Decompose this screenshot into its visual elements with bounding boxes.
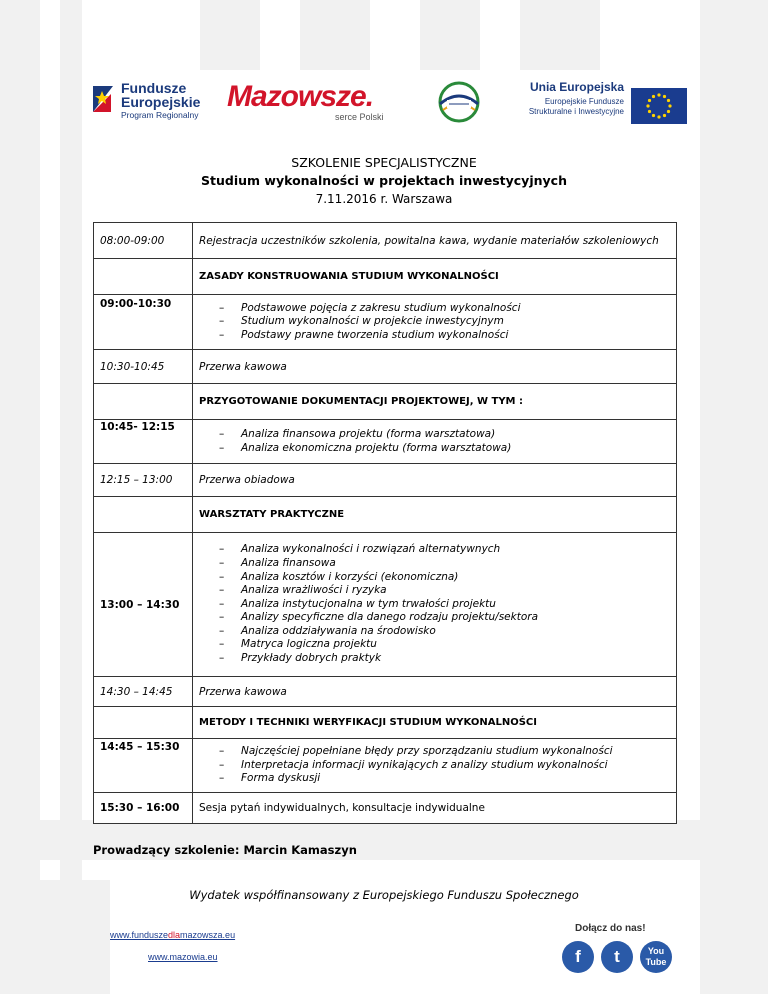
agenda-section-cell (193, 707, 677, 739)
topic-list (199, 745, 670, 786)
document-subtitle: Studium wykonalności w projektach inwestycyjnych (201, 173, 567, 188)
agenda-description: Sesja pytań indywidualnych, konsultacje indywidualne (193, 793, 677, 824)
trainer-name: Prowadzący szkolenie: Marcin Kamaszyn (93, 843, 357, 857)
agenda-row (94, 464, 677, 497)
link-part-highlight: dla (168, 930, 181, 940)
agenda-row (94, 350, 677, 384)
agenda-description: Rejestracja uczestników szkolenia, powitalna kawa, wydanie materiałów szkoleniowych (193, 223, 677, 259)
eu-logo-title: Unia Europejska (529, 80, 624, 94)
agenda-row (94, 295, 677, 350)
list-item: – Analiza oddziaływania na środowisko (219, 625, 670, 639)
list-item: – Studium wykonalności w projekcie inwestycyjnym (219, 315, 670, 329)
agenda-time: 10:45- 12:15 (94, 420, 193, 464)
agenda-row (94, 384, 677, 420)
logo-strip (85, 78, 685, 126)
agenda-time: 13:00 – 14:30 (94, 533, 193, 677)
section-heading: METODY I TECHNIKI WERYFIKACJI STUDIUM WYKONALNOŚCI (199, 717, 537, 728)
agenda-description (193, 295, 677, 350)
agenda-time: 15:30 – 16:00 (94, 793, 193, 824)
list-item: – Analiza finansowa (219, 557, 670, 571)
list-item: – Interpretacja informacji wynikających z analizy studium wykonalności (219, 759, 670, 773)
agenda-row (94, 793, 677, 824)
agenda-time: 10:30-10:45 (94, 350, 193, 384)
list-item: – Najczęściej popełniane błędy przy sporządzaniu studium wykonalności (219, 745, 670, 759)
list-item: – Podstawowe pojęcia z zakresu studium wykonalności (219, 302, 670, 316)
list-item: – Analiza ekonomiczna projektu (forma warsztatowa) (219, 442, 670, 456)
agenda-row (94, 677, 677, 707)
regional-agency-logo (419, 80, 499, 124)
section-heading: PRZYGOTOWANIE DOKUMENTACJI PROJEKTOWEJ, W TYM : (199, 396, 523, 407)
agenda-description (193, 420, 677, 464)
agenda-time-empty (94, 384, 193, 420)
eu-logo-sub1: Europejskie Fundusze (544, 97, 624, 106)
agenda-time: 09:00-10:30 (94, 295, 193, 350)
agenda-description (193, 739, 677, 793)
link-part: www.fundusze (110, 930, 169, 940)
mazowsze-wordmark: Mazowsze. (227, 80, 374, 113)
mazowsze-logo (227, 80, 397, 124)
document-header (0, 154, 768, 208)
agenda-time: 14:45 – 15:30 (94, 739, 193, 793)
eu-flag-icon (631, 88, 687, 124)
fundusze-europejskie-logo (85, 78, 215, 124)
list-item: – Analizy specyficzne dla danego rodzaju projektu/sektora (219, 611, 670, 625)
agenda-section-cell (193, 259, 677, 295)
agenda-time-empty (94, 707, 193, 739)
eu-logo-sub2: Strukturalne i Inwestycyjne (528, 107, 624, 116)
list-item: – Matryca logiczna projektu (219, 638, 670, 652)
agenda-row (94, 707, 677, 739)
twitter-icon[interactable]: t (601, 941, 633, 973)
eu-logo-subtitle (529, 97, 624, 117)
list-item: – Forma dyskusji (219, 772, 670, 786)
topic-list (199, 543, 670, 665)
agenda-description (193, 533, 677, 677)
list-item: – Analiza kosztów i korzyści (ekonomiczna) (219, 571, 670, 585)
section-heading: ZASADY KONSTRUOWANIA STUDIUM WYKONALNOŚCI (199, 271, 499, 282)
agenda-row (94, 420, 677, 464)
youtube-label-1: You (647, 946, 665, 956)
fe-logo-line1: Fundusze (121, 80, 187, 96)
join-us-label: Dołącz do nas! (575, 923, 646, 934)
list-item: – Analiza finansowa projektu (forma warsztatowa) (219, 428, 670, 442)
agenda-description: Przerwa obiadowa (193, 464, 677, 497)
agenda-description: Przerwa kawowa (193, 350, 677, 384)
agenda-time: 08:00-09:00 (94, 223, 193, 259)
mazowsze-tagline: serce Polski (335, 112, 384, 122)
topic-list (199, 428, 670, 455)
youtube-label-2: Tube (645, 957, 667, 967)
mazowia-link[interactable]: www.mazowia.eu (148, 952, 218, 962)
agenda-time: 14:30 – 14:45 (94, 677, 193, 707)
agenda-time-empty (94, 259, 193, 295)
agenda-section-cell (193, 384, 677, 420)
fundusze-link[interactable] (110, 930, 235, 940)
section-heading: WARSZTATY PRAKTYCZNE (199, 509, 345, 520)
youtube-icon[interactable] (640, 941, 672, 973)
facebook-icon[interactable]: f (562, 941, 594, 973)
social-icons (562, 941, 674, 975)
list-item: – Analiza wykonalności i rozwiązań alternatywnych (219, 543, 670, 557)
document-title: SZKOLENIE SPECJALISTYCZNE (291, 155, 477, 170)
agenda-section-cell (193, 497, 677, 533)
document-date: 7.11.2016 r. Warszawa (315, 192, 453, 206)
list-item: – Podstawy prawne tworzenia studium wykonalności (219, 329, 670, 343)
agenda-time-empty (94, 497, 193, 533)
agenda-row (94, 497, 677, 533)
fe-logo-line2: Europejskie (121, 94, 201, 110)
eu-logo (527, 80, 687, 124)
cofunding-note: Wydatek współfinansowany z Europejskiego Funduszu Społecznego (189, 888, 579, 902)
agenda-table (93, 222, 677, 824)
list-item: – Przykłady dobrych praktyk (219, 652, 670, 666)
agenda-description: Przerwa kawowa (193, 677, 677, 707)
topic-list (199, 302, 670, 343)
list-item: – Analiza instytucjonalna w tym trwałości projektu (219, 598, 670, 612)
link-part: mazowsza.eu (180, 930, 236, 940)
list-item: – Analiza wrażliwości i ryzyka (219, 584, 670, 598)
footer-links (110, 929, 235, 963)
agenda-row (94, 259, 677, 295)
agenda-time: 12:15 – 13:00 (94, 464, 193, 497)
agenda-row (94, 739, 677, 793)
agenda-row (94, 223, 677, 259)
agenda-row (94, 533, 677, 677)
fe-logo-line3: Program Regionalny (121, 110, 199, 120)
fe-star-icon (87, 82, 117, 116)
